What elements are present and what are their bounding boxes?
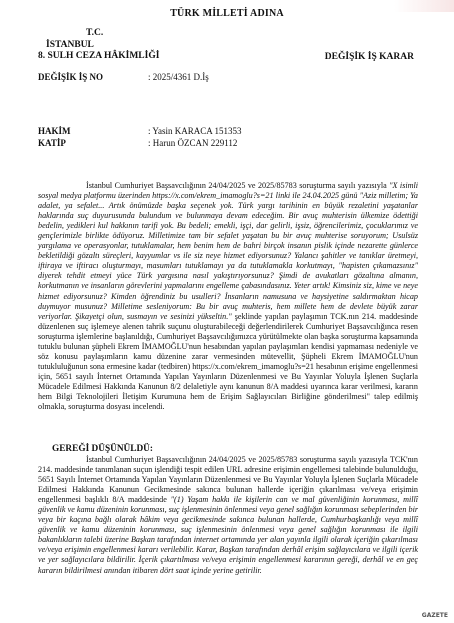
clerk-value: : Harun ÖZCAN 229112 (148, 138, 238, 148)
case-number-label: DEĞİŞİK İŞ NO (38, 72, 104, 82)
case-number-value: : 2025/4361 D.İş (148, 72, 209, 82)
section-heading: GEREĞİ DÜŞÜNÜLDÜ: (52, 444, 153, 454)
request-intro: İstanbul Cumhuriyet Başsavcılığının 24/04/2025 ve 2025/85783 soruşturma sayılı yazısıyla (86, 181, 390, 190)
decision-type: DEĞİŞİK İŞ KARAR (324, 52, 414, 62)
watermark: GAZETE (421, 612, 448, 619)
country-label: T.C. (86, 28, 104, 38)
clerk-label: KATİP (38, 138, 66, 148)
quoted-law: "(1) Yaşam hakkı ile kişilerin can ve mal güvenliğinin korunması, millî güvenlik ve kamu düzeninin korunması, suç işlenmesinin önlenmesi veya genel sağlığın korunması sebeplerinden bir veya bir kaçına bağlı olarak hâkim veya gecikmesinde sakınca bulunan hallerde, Cumhurbaşkanlığı veya millî güvenlik ve kamu düzeninin korunması, suç işlenmesinin önlenmesi veya genel sağlığın korunması ile ilgili bakanlıkların talebi üzerine Başkan tarafından internet ortamında yer alan yayınla ilgili olarak içeriğin çıkarılması ve/veya erişimin engellenmesi kararı verilebilir. Karar, Başkan tarafından derhâl erişim sağlayıcılara ve ilgili içerik ve yer sağlayıcılara bildirilir. İçerik çıkartılması ve/veya erişimin engellenmesi kararının gereği, derhâl ve en geç kararın bildirilmesi anından itibaren dört saat içinde yerine getirilir. (38, 495, 419, 575)
reasoning-paragraph (38, 455, 418, 576)
reasoning-intro: İstanbul Cumhuriyet Başsavcılığının 24/04/2025 ve 2025/85783 soruşturma sayılı yazısıyla TCK'nın 214. maddesinde tanımlanan suçun işlendiği tespit edilen URL adresine erişimin engellemesi talebinde bulunulduğu, 5651 Sayılı İnternet Ortamında Yapılan Yayınların Düzenlenmesi ve Bu Yayınlar Yoluyla İşlenen Suçlarla Mücadele Edilmesi Hakkında Kanunun Gecikmesinde sakınca bulunan hallerde içeriğin çıkarılması ve/veya erişimin engellenmesi başlıklı 8/A maddesinde (38, 455, 418, 505)
court-block (38, 28, 159, 63)
city-label: İSTANBUL (46, 39, 94, 50)
document-title: TÜRK MİLLETİ ADINA (170, 8, 284, 19)
request-paragraph (38, 181, 418, 412)
quoted-post: "X isimli sosyal medya platformu üzerinden https://x.com/ekrem_imamoglu?s=21 linki ile 24.04.2025 günü "Aziz milletim; Ya adalet, ya sefalet... Artık önümüzde başka seçenek yok. Türk yargı tarihinin en büyük rezaletini yaşatanlar haklarında suç duyurusunda bulundum ve bulunmaya devam edeceğim. Bir avuç muhterisin ülkemize ödettiği bedelin, yedikleri kul hakkının tarifi yok. Bu bedeli; emekli, işçi, dar gelirli, işsiz, öğrencilerimiz, çocuklarımız ve gençlerimizle birlikte ödüyoruz. Milletimize tam bir sefalet yaşatan bu bir avuç muhterise soruyorum; Usulsüz yargılama ve operasyonlar, tutuklamalar, hem benim hem de bahri birçok insanın pislik içinde nezarette günlerce bekletildiği gözaltı süreçleri, kayyumlar vs ile siz neye hizmet ediyorsunuz? Yalancı şahitler ve tanıklar üretmeyi, iftiraya ve iftiracı oluşturmayı, masumları tutuklamayı ya da tutuklamakla korkutmayı, "hapisten çıkamazsınız" diyerek tehdit etmeyi yüce Türk yargısına nasıl yakıştırıyorsunuz? Şimdi de avukatları gözaltına almanın, korkutmanın ve insanların görevlerini yapmalarını engelleme çabasındasınız. Yeter artık! Kimsiniz siz, kime ve neye hizmet ediyorsunuz? Kimden öğrendiniz bu usulleri? İnsanların namusuna ve haysiyetine saldırmaktan hicap duymuyor musunuz? Milletime sesleniyorum: Bu bir avuç muhteris, hem millete hem de devlete büyük zarar veriyorlar. Şikayetçi olun, susmayın ve sesinizi yükseltin." (38, 181, 418, 321)
judge-value: : Yasin KARACA 151353 (148, 126, 242, 136)
request-rest: şeklinde yapılan paylaşımın TCK.nın 214. maddesinde düzenlenen suç işlemeye alenen tahrik suçunu oluşturabileceği değerlendirilerek Cumhuriyet Başsavcılığınca resen soruşturma işlemlerine başlanıldığı, Cumhuriyet Başsavcılığımızca yürütülmekte olan başka soruşturma kapsamında tutuklu bulunan şüpheli Ekrem İMAMOĞLU'nun hesabından yapılan paylaşımları kendisi yapmaması nedeniyle ve söz konusu paylaşımların kamu düzenine zarar vermesinden mütevellit, Şüpheli Ekrem İMAMOĞLU'nun tutukluluğunun sona ermesine kadar (tedbiren) https://x.com/ekrem_imamoglu?s=21 hesabının erişime engellenmesi için, 5651 sayılı İnternet Ortamında Yapılan Yayınların Düzenlenmesi ve Bu Yayınlar Yoluyla İşlenen Suçlarla Mücadele Edilmesi Hakkında Kanunun 8/2 delaletiyle aynı kanunun 8/A maddesi uyarınca karar verilmesi, kararın hem Bilgi Teknolojileri İletişim Kurumuna hem de Erişim Sağlayıcıları Birliğine gönderilmesi" talep edilmiş olmakla, soruşturma dosyası incelendi. (38, 311, 418, 412)
judge-label: HAKİM (38, 126, 71, 136)
court-name: 8. SULH CEZA HÂKİMLİĞİ (38, 51, 160, 61)
